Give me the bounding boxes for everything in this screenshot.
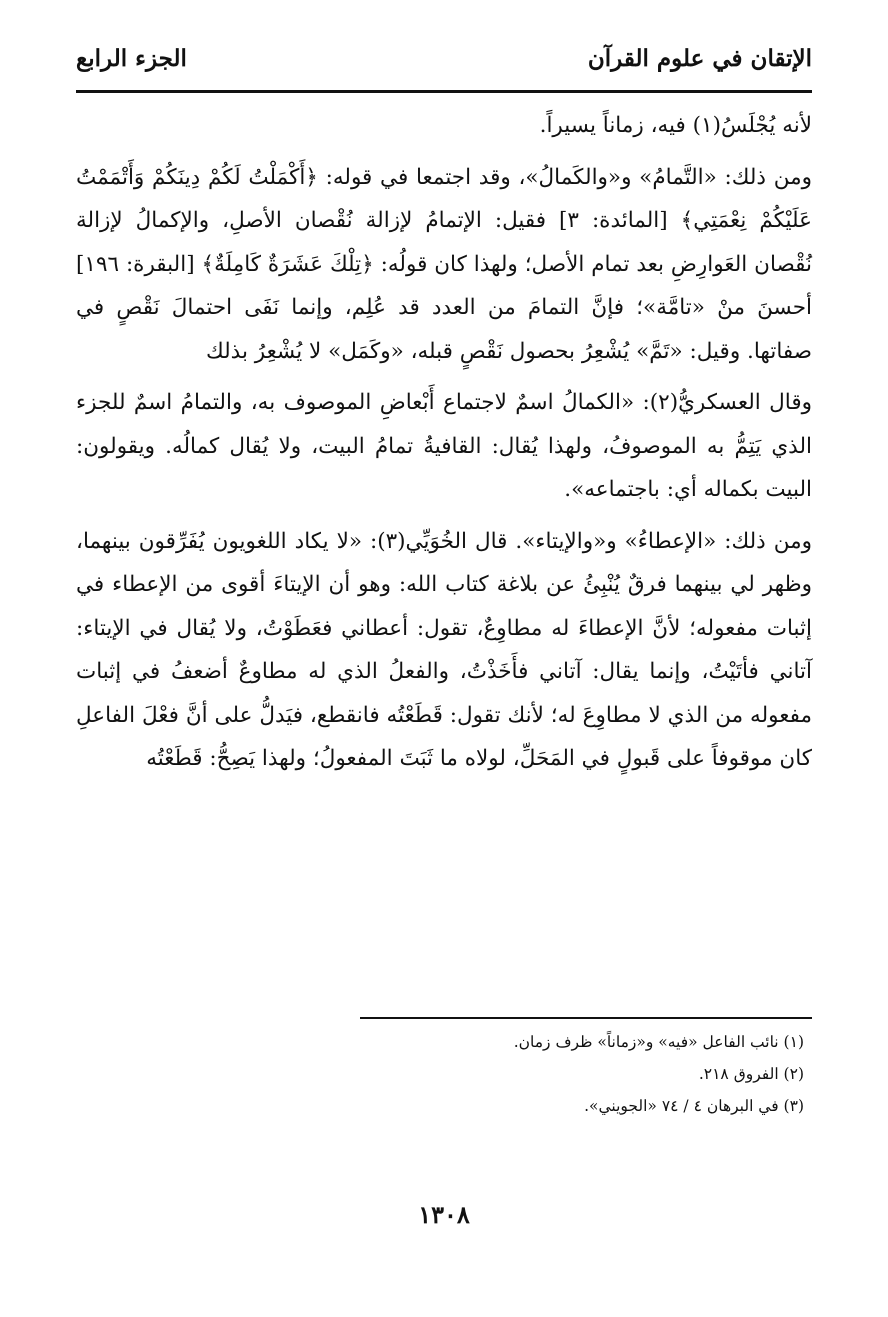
footnote-1: (١) نائب الفاعل «فيه» و«زماناً» ظرف زمان. — [513, 1033, 804, 1051]
paragraph-4: ومن ذلك: «الإعطاءُ» و«والإيتاء». قال الخُوَيِّي(٣): «لا يكاد اللغويون يُفَرِّقون بينهما، وظهر لي بينهما فرقٌ يُنْبِئُ عن بلاغة كتاب الله: وهو أن الإيتاءَ أقوى من الإعطاء في إثبات مفعوله؛ لأنَّ الإعطاءَ له مطاوِعٌ، تقول: أعطاني فعَطَوْتُ، ولا يُقال في الإيتاء: آتاني فأتَيْتُ، وإنما يقال: آتاني فأَخَذْتُ، والفعلُ الذي له مطاوعٌ أضعفُ في إثبات مفعوله من الذي لا مطاوِعَ له؛ لأنك تقول: قَطَعْتُه فانقطع، فيَدلُّ على أنَّ فعْلَ الفاعلِ كان موقوفاً على قَبولٍ في المَحَلِّ، لولاه ما ثَبَتَ المفعولُ؛ ولهذا يَصِحُّ: قَطَعْتُه — [76, 528, 813, 771]
page-number: ١٣٠٨ — [418, 1200, 470, 1229]
body-text — [76, 104, 812, 781]
footnotes — [76, 1026, 804, 1122]
running-header — [76, 36, 812, 80]
book-title: الإتقان في علوم القرآن — [587, 44, 812, 72]
footnote-rule — [360, 1017, 812, 1019]
footnote-3: (٣) في البرهان ٤ / ٧٤ «الجويني». — [584, 1097, 804, 1115]
paragraph-3: وقال العسكريُّ(٢): «الكمالُ اسمٌ لاجتماع أَبْعاضِ الموصوف به، والتمامُ اسمٌ للجزء الذي يَتِمُّ به الموصوفُ، ولهذا يُقال: القافيةُ تمامُ البيت، ولا يُقال كمالُه. ويقولون: البيت بكماله أي: باجتماعه». — [76, 390, 812, 502]
paragraph-1: لأنه يُجْلَسُ(١) فيه، زماناً يسيراً. — [539, 113, 812, 138]
footnote-2: (٢) الفروق ٢١٨. — [698, 1065, 804, 1083]
part-label: الجزء الرابع — [76, 44, 187, 72]
header-rule — [76, 90, 812, 93]
paragraph-2: ومن ذلك: «التَّمامُ» و«والكَمالُ»، وقد اجتمعا في قوله: ﴿أَكْمَلْتُ لَكُمْ دِينَكُمْ وَأَتْمَمْتُ عَلَيْكُمْ نِعْمَتِي﴾ [المائدة: ٣] فقيل: الإتمامُ لإزالة نُقْصان الأصلِ، والإكمالُ لإزالة نُقْصان العَوارِضِ بعد تمام الأصل؛ ولهذا كان قولُه: ﴿تِلْكَ عَشَرَةٌ كَامِلَةٌ﴾ [البقرة: ١٩٦] أحسنَ منْ «تامَّة»؛ فإنَّ التمامَ من العدد قد عُلِم، وإنما نَفَى احتمالَ نَقْصٍ في صفاتها. وقيل: «تَمَّ» يُشْعِرُ بحصول نَقْصٍ قبله، «وكَمَل» لا يُشْعِرُ بذلك — [76, 164, 812, 364]
